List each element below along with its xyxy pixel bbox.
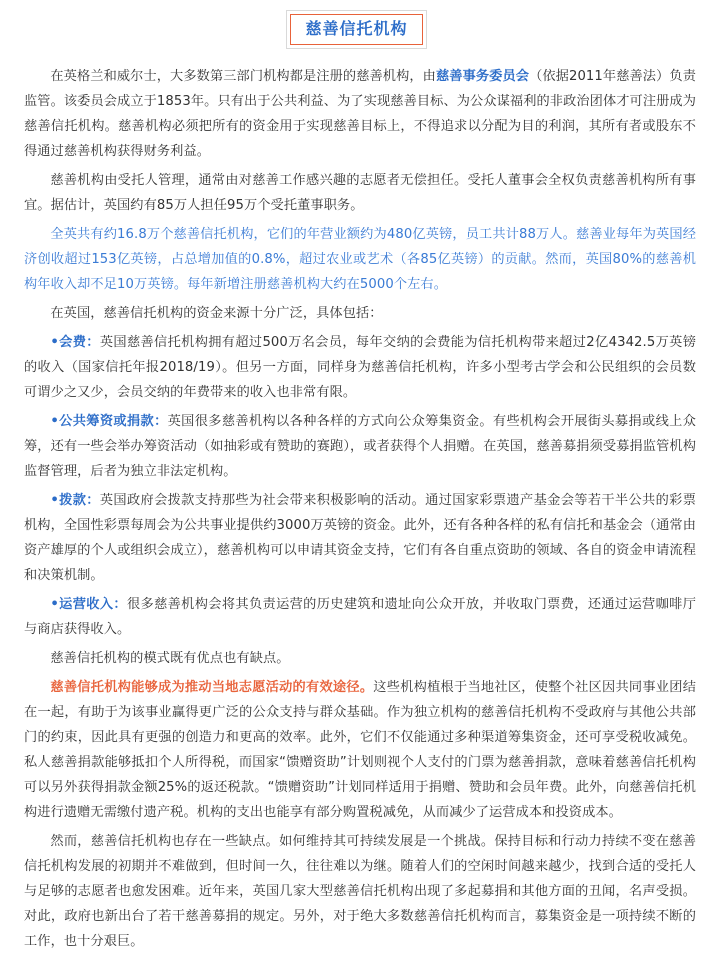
paragraph-text: 英国慈善信托机构拥有超过500万名会员，每年交纳的会费能为信托机构带来超过2亿4342.5万英镑的收入（国家信托年报2018/19）。但另一方面，同样身为慈善信托机构，许多小型考古学会和公民组织的会员数可谓少之又少，会员交纳的年费带来的收入也非常有限。 (24, 335, 696, 400)
title-section (0, 10, 713, 49)
paragraph-text: 英国很多慈善机构以各种各样的方式向公众筹集资金。有些机构会开展街头募捐或线上众筹，还有一些会举办筹资活动（如抽彩或有赞助的赛跑），或者获得个人捐赠。在英国，慈善募捐须受募捐监管机构监督管理，后者为独立非法定机构。 (24, 414, 696, 479)
paragraph-membership-fees (24, 330, 696, 405)
bullet-label: •运营收入： (50, 597, 127, 612)
paragraph-public-fundraising (24, 409, 696, 484)
paragraph-disadvantages: 然而，慈善信托机构也存在一些缺点。如何维持其可持续发展是一个挑战。保持目标和行动力持续不变在慈善信托机构发展的初期并不难做到，但时间一久，往往难以为继。随着人们的空闲时间越来越少，找到合适的受托人与足够的志愿者也愈发困难。近年来，英国几家大型慈善信托机构出现了多起募捐和其他方面的丑闻，名声受损。对此，政府也新出台了若干慈善募捐的规定。另外，对于绝大多数慈善信托机构而言，募集资金是一项持续不断的工作，也十分艰巨。 (24, 834, 696, 949)
highlight-text: 慈善信托机构能够成为推动当地志愿活动的有效途径。 (50, 680, 374, 695)
paragraph-trustees: 慈善机构由受托人管理，通常由对慈善工作感兴趣的志愿者无偿担任。受托人董事会全权负责慈善机构所有事宜。据估计，英国约有85万人担任95万个受托董事职务。 (24, 173, 696, 213)
paragraph-pros-cons: 慈善信托机构的模式既有优点也有缺点。 (50, 651, 290, 666)
paragraph-text: 很多慈善机构会将其负责运营的历史建筑和遗址向公众开放，并收取门票费，还通过运营咖啡厅与商店获得收入。 (24, 597, 696, 637)
title-frame (286, 10, 426, 49)
article-body (24, 64, 696, 954)
paragraph-advantages (24, 675, 696, 825)
paragraph-text: 这些机构植根于当地社区，使整个社区因共同事业团结在一起，有助于为该事业赢得更广泛的公众支持与群众基础。作为独立机构的慈善信托机构不受政府与其他公共部门的约束，因此具有更强的创造力和更高的效率。此外，它们不仅能通过多种渠道筹集资金，还可享受税收减免。私人慈善捐款能够抵扣个人所得税，而国家“馈赠资助”计划则视个人支付的门票为慈善捐款，意味着慈善信托机构可以另外获得捐款金额25%的返还税款。“馈赠资助”计划同样适用于捐赠、赞助和会员年费。此外，向慈善信托机构进行遗赠无需缴付遗产税。机构的支出也能享有部分购置税减免，从而减少了运营成本和投资成本。 (24, 680, 696, 820)
page-title: 慈善信托机构 (290, 14, 422, 45)
paragraph-text: 在英格兰和威尔士，大多数第三部门机构都是注册的慈善机构，由 (50, 69, 436, 84)
paragraph-grants (24, 488, 696, 588)
paragraph-regulation (24, 64, 696, 164)
paragraph-text: 英国政府会拨款支持那些为社会带来积极影响的活动。通过国家彩票遗产基金会等若干半公共的彩票机构，全国性彩票每周会为公共事业提供约3000万英镑的资金。此外，还有各种各样的私有信托和基金会（通常由资产雄厚的个人或组织会成立），慈善机构可以申请其资金支持，它们有各自重点资助的领域、各自的资金申请流程和决策机制。 (24, 493, 696, 583)
bullet-label: •会费： (50, 335, 100, 350)
bullet-label: •拨款： (50, 493, 100, 508)
paragraph-statistics: 全英共有约16.8万个慈善信托机构，它们的年营业额约为480亿英镑，员工共计88万人。慈善业每年为英国经济创收超过153亿英镑，占总增加值的0.8%，超过农业或艺术（各85亿英镑）的贡献。然而，英国80%的慈善机构年收入却不足10万英镑。每年新增注册慈善机构大约在5000个左右。 (24, 227, 696, 292)
charity-commission-link[interactable]: 慈善事务委员会 (435, 69, 530, 84)
paragraph-funding-intro: 在英国，慈善信托机构的资金来源十分广泛，具体包括： (50, 306, 383, 321)
paragraph-operating-income (24, 592, 696, 642)
bullet-label: •公共筹资或捐款： (50, 414, 168, 429)
paragraph-text: （依据2011年慈善法）负责监管。该委员会成立于1853年。只有出于公共利益、为了实现慈善目标、为公众谋福利的非政治团体才可注册成为慈善信托机构。慈善机构必须把所有的资金用于实现慈善目标上，不得追求以分配为目的利润，其所有者或股东不得通过慈善机构获得财务利益。 (24, 69, 696, 159)
